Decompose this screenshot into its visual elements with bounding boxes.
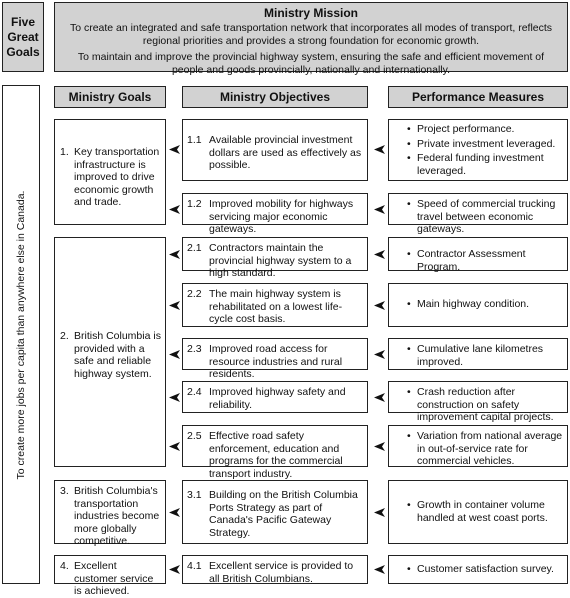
arrow-left-icon [169, 393, 180, 402]
objective-2-3-text: Improved road access for resource industries and rural residents. [209, 343, 343, 380]
arrow-left-icon [169, 145, 180, 154]
jobs-vision-label: To create more jobs per capita than anywhere else in Canada. [15, 190, 27, 480]
arrow-left-icon [374, 565, 385, 574]
arrow-left-icon [374, 393, 385, 402]
arrow-left-icon [169, 442, 180, 451]
objective-1-2-number: 1.2 [187, 198, 202, 210]
measures-2-4 [388, 381, 568, 423]
measure-item: • Private investment leveraged. [417, 138, 563, 151]
objective-2-2-text: The main highway system is rehabilitated on a lowest life-cycle cost basis. [209, 288, 343, 325]
five-great-goals-label: Five Great Goals [2, 2, 44, 72]
ministry-mission-box [54, 2, 568, 76]
arrow-left-icon [169, 301, 180, 310]
goal-4-number: 4. [60, 560, 69, 572]
measure-item: • Contractor Assessment Program. [417, 248, 563, 273]
arrow-left-icon [374, 508, 385, 517]
arrow-left-icon [169, 250, 180, 259]
header-ministry-objectives: Ministry Objectives [182, 86, 368, 108]
goal-4 [54, 555, 166, 597]
goal-1-number: 1. [60, 146, 69, 158]
arrow-left-icon [169, 350, 180, 359]
measure-item: • Project performance. [417, 123, 563, 136]
goal-2 [54, 237, 166, 467]
goal-2-number: 2. [60, 330, 69, 342]
measures-2-3 [388, 338, 568, 370]
objective-1-1 [182, 119, 368, 181]
objective-2-2-number: 2.2 [187, 288, 202, 300]
mission-title: Ministry Mission [263, 6, 358, 20]
measures-1-2 [388, 193, 568, 235]
objective-2-4-number: 2.4 [187, 386, 202, 398]
arrow-left-icon [374, 205, 385, 214]
goal-1 [54, 119, 166, 225]
header-ministry-goals: Ministry Goals [54, 86, 166, 108]
objective-1-1-text: Available provincial investment dollars are used as effectively as possible. [209, 134, 362, 171]
arrow-left-icon [374, 145, 385, 154]
objective-4-1 [182, 555, 368, 584]
measures-4-1 [388, 555, 568, 584]
objective-2-5 [182, 425, 368, 480]
goal-4-text: Excellent customer service is achieved. [74, 560, 154, 597]
measures-2-5 [388, 425, 568, 467]
measures-2-2 [388, 283, 568, 327]
objective-1-1-number: 1.1 [187, 134, 202, 146]
objective-2-1-text: Contractors maintain the provincial highway system to a high standard. [209, 242, 352, 279]
objective-3-1 [182, 480, 368, 544]
objective-3-1-number: 3.1 [187, 489, 202, 501]
objective-2-3 [182, 338, 368, 380]
objective-1-2-text: Improved mobility for highways servicing major economic gateways. [209, 198, 354, 235]
arrow-left-icon [169, 565, 180, 574]
goal-3-text: British Columbia's transportation industries become more globally competitive. [74, 485, 160, 547]
objective-3-1-text: Building on the British Columbia Ports Strategy as part of Canada's Pacific Gateway Strategy. [209, 489, 358, 539]
objective-4-1-text: Excellent service is provided to all British Columbians. [209, 560, 354, 585]
header-performance-measures: Performance Measures [388, 86, 568, 108]
goal-3-number: 3. [60, 485, 69, 497]
arrow-left-icon [169, 205, 180, 214]
arrow-left-icon [374, 301, 385, 310]
measure-item: • Cumulative lane kilometres improved. [417, 343, 563, 368]
arrow-left-icon [374, 250, 385, 259]
goal-3 [54, 480, 166, 547]
objective-2-5-text: Effective road safety enforcement, education and programs for the commercial transport industry. [209, 430, 343, 480]
arrow-left-icon [374, 442, 385, 451]
goal-1-text: Key transportation infrastructure is improved to drive economic growth and trade. [74, 146, 160, 208]
measures-3-1 [388, 480, 568, 544]
measure-item: • Variation from national average in out-of-service rate for commercial vehicles. [417, 430, 563, 468]
objective-2-4 [182, 381, 368, 413]
objective-2-5-number: 2.5 [187, 430, 202, 442]
measure-item: • Crash reduction after construction on safety improvement capital projects. [417, 386, 563, 424]
measures-1-1 [388, 119, 568, 181]
objective-2-2 [182, 283, 368, 327]
objective-2-1-number: 2.1 [187, 242, 202, 254]
measure-item: • Main highway condition. [417, 298, 563, 311]
objective-2-1 [182, 237, 368, 279]
jobs-vision-text [14, 100, 28, 570]
measure-item: • Speed of commercial trucking travel between economic gateways. [417, 198, 563, 236]
objective-2-3-number: 2.3 [187, 343, 202, 355]
arrow-left-icon [374, 350, 385, 359]
measure-item: • Customer satisfaction survey. [417, 563, 563, 576]
arrow-left-icon [169, 508, 180, 517]
objective-2-4-text: Improved highway safety and reliability. [209, 386, 346, 411]
measure-item: • Federal funding investment leveraged. [417, 152, 563, 177]
goal-2-text: British Columbia is provided with a safe and reliable highway system. [74, 330, 161, 380]
mission-paragraph-2: To maintain and improve the provincial highway system, ensuring the safe and efficient movement of people and goods provincially, nationally and internationally. [77, 51, 545, 76]
objective-1-2 [182, 193, 368, 235]
measures-2-1 [388, 237, 568, 271]
measure-item: • Growth in container volume handled at west coast ports. [417, 499, 563, 524]
mission-paragraph-1: To create an integrated and safe transportation network that incorporates all modes of transport, reflects regional priorities and provides a strong foundation for economic growth. [69, 22, 553, 47]
objective-4-1-number: 4.1 [187, 560, 202, 572]
